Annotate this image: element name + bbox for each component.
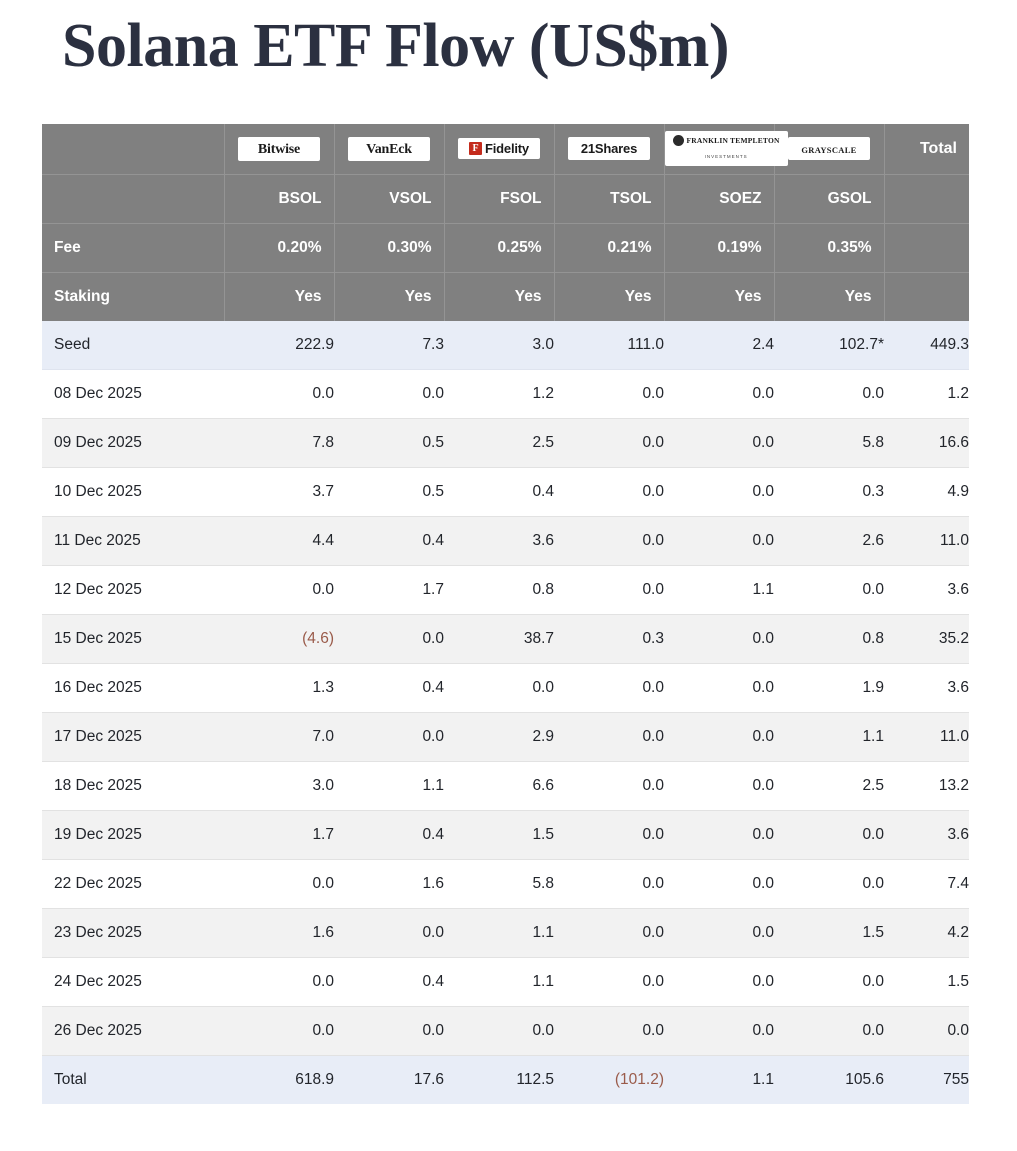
twentyoneshares-logo-text: 21Shares xyxy=(580,140,638,156)
table-row xyxy=(42,761,969,810)
staking-total-blank xyxy=(884,272,969,321)
ticker-total-blank xyxy=(884,174,969,223)
row-label: 09 Dec 2025 xyxy=(42,418,224,467)
flow-value: 0.5 xyxy=(334,418,444,467)
issuer-logo-21shares xyxy=(554,124,664,175)
flow-value: 0.0 xyxy=(334,908,444,957)
table-row xyxy=(42,957,969,1006)
flow-value: 0.4 xyxy=(334,663,444,712)
flow-value: 0.0 xyxy=(774,1006,884,1055)
staking-row xyxy=(42,272,969,321)
flow-value: 111.0 xyxy=(554,321,664,370)
flow-value: 0.3 xyxy=(774,467,884,516)
solana-etf-flow-table xyxy=(42,124,969,1104)
flow-value: 0.0 xyxy=(554,712,664,761)
flow-value: 0.0 xyxy=(664,712,774,761)
ticker-fsol: FSOL xyxy=(444,174,554,223)
table-row xyxy=(42,663,969,712)
flow-value: 3.0 xyxy=(444,321,554,370)
flow-value: 4.4 xyxy=(224,516,334,565)
issuer-logo-vaneck xyxy=(334,124,444,175)
flow-value: 6.6 xyxy=(444,761,554,810)
flow-value: 1.2 xyxy=(444,369,554,418)
flow-value: 1.1 xyxy=(444,957,554,1006)
table-row xyxy=(42,1055,969,1104)
bitwise-logo-text: Bitwise xyxy=(257,141,301,157)
table-row xyxy=(42,565,969,614)
flow-value: 5.8 xyxy=(444,859,554,908)
flow-value: 618.9 xyxy=(224,1055,334,1104)
table-row xyxy=(42,712,969,761)
flow-value: 7.0 xyxy=(224,712,334,761)
flow-value: 2.5 xyxy=(774,761,884,810)
staking-vsol: Yes xyxy=(334,272,444,321)
fee-vsol: 0.30% xyxy=(334,223,444,272)
flow-value: 0.0 xyxy=(444,663,554,712)
flow-value: 3.7 xyxy=(224,467,334,516)
row-total: 3.6 xyxy=(884,810,969,859)
fee-row xyxy=(42,223,969,272)
flow-value: 0.0 xyxy=(554,859,664,908)
issuer-logo-grayscale xyxy=(774,124,884,175)
flow-value: 1.5 xyxy=(774,908,884,957)
flow-value: 1.1 xyxy=(774,712,884,761)
staking-gsol: Yes xyxy=(774,272,884,321)
row-label: 12 Dec 2025 xyxy=(42,565,224,614)
row-total: 3.6 xyxy=(884,565,969,614)
row-label: 18 Dec 2025 xyxy=(42,761,224,810)
row-label: 11 Dec 2025 xyxy=(42,516,224,565)
flow-value: 1.6 xyxy=(224,908,334,957)
flow-value: 102.7* xyxy=(774,321,884,370)
ticker-vsol: VSOL xyxy=(334,174,444,223)
fee-bsol: 0.20% xyxy=(224,223,334,272)
row-total: 4.2 xyxy=(884,908,969,957)
flow-value: 1.1 xyxy=(334,761,444,810)
row-label: 26 Dec 2025 xyxy=(42,1006,224,1055)
flow-value: 38.7 xyxy=(444,614,554,663)
row-total: 11.0 xyxy=(884,516,969,565)
row-total: 755 xyxy=(884,1055,969,1104)
flow-value: 0.4 xyxy=(334,810,444,859)
flow-value: 0.0 xyxy=(224,369,334,418)
row-label: 10 Dec 2025 xyxy=(42,467,224,516)
row-total: 1.2 xyxy=(884,369,969,418)
flow-value: 0.0 xyxy=(664,1006,774,1055)
table-row xyxy=(42,321,969,370)
flow-value: 0.0 xyxy=(224,1006,334,1055)
flow-value: 1.3 xyxy=(224,663,334,712)
flow-value: 2.4 xyxy=(664,321,774,370)
row-total: 35.2 xyxy=(884,614,969,663)
flow-value: 0.0 xyxy=(664,859,774,908)
flow-value: 0.0 xyxy=(554,810,664,859)
flow-value: 0.8 xyxy=(444,565,554,614)
flow-value: 1.9 xyxy=(774,663,884,712)
page-title: Solana ETF Flow (US$m) xyxy=(62,12,730,80)
flow-value: 0.0 xyxy=(664,614,774,663)
ticker-tsol: TSOL xyxy=(554,174,664,223)
flow-value: 0.5 xyxy=(334,467,444,516)
fee-fsol: 0.25% xyxy=(444,223,554,272)
flow-value: 0.0 xyxy=(554,663,664,712)
flow-value: 1.7 xyxy=(334,565,444,614)
ticker-row xyxy=(42,174,969,223)
flow-value: 1.7 xyxy=(224,810,334,859)
issuer-logo-row xyxy=(42,124,969,175)
franklin-mark-icon xyxy=(673,135,684,146)
issuer-logo-franklin-templeton xyxy=(664,124,780,175)
flow-value: 0.8 xyxy=(774,614,884,663)
table-header xyxy=(42,124,969,321)
flow-value: 0.3 xyxy=(554,614,664,663)
total-column-header: Total xyxy=(884,124,969,175)
grayscale-logo-text: GRAYSCALE xyxy=(801,144,857,155)
row-total: 0.0 xyxy=(884,1006,969,1055)
table-row xyxy=(42,516,969,565)
staking-fsol: Yes xyxy=(444,272,554,321)
fee-soez: 0.19% xyxy=(664,223,774,272)
row-label: 24 Dec 2025 xyxy=(42,957,224,1006)
flow-value: 0.0 xyxy=(554,565,664,614)
flow-value: 1.1 xyxy=(664,565,774,614)
fidelity-mark-icon: F xyxy=(469,142,482,155)
issuer-logo-bitwise xyxy=(224,124,334,175)
flow-value: 105.6 xyxy=(774,1055,884,1104)
flow-value: 3.0 xyxy=(224,761,334,810)
flow-value: 1.1 xyxy=(444,908,554,957)
flow-value: 0.0 xyxy=(554,761,664,810)
flow-value: 0.0 xyxy=(334,1006,444,1055)
table-row xyxy=(42,908,969,957)
flow-value: 0.0 xyxy=(554,908,664,957)
flow-value: 7.3 xyxy=(334,321,444,370)
flow-value: 222.9 xyxy=(224,321,334,370)
flow-value: 2.5 xyxy=(444,418,554,467)
row-label: 19 Dec 2025 xyxy=(42,810,224,859)
flow-value: 0.4 xyxy=(334,516,444,565)
page-root xyxy=(0,8,1017,1104)
flow-value: 0.0 xyxy=(334,712,444,761)
row-total: 13.2 xyxy=(884,761,969,810)
row-total: 11.0 xyxy=(884,712,969,761)
flow-value: 0.0 xyxy=(554,369,664,418)
fidelity-logo-text: Fidelity xyxy=(485,141,529,156)
flow-value: 0.0 xyxy=(224,565,334,614)
flow-value: 0.0 xyxy=(554,516,664,565)
flow-value: (4.6) xyxy=(224,614,334,663)
flow-value: 3.6 xyxy=(444,516,554,565)
flow-value: 0.0 xyxy=(224,957,334,1006)
flow-value: 0.0 xyxy=(774,810,884,859)
fee-row-label: Fee xyxy=(42,223,224,272)
table-row xyxy=(42,418,969,467)
row-label: 17 Dec 2025 xyxy=(42,712,224,761)
row-label: 15 Dec 2025 xyxy=(42,614,224,663)
table-row xyxy=(42,810,969,859)
ticker-row-label xyxy=(42,174,224,223)
flow-value: 0.0 xyxy=(664,810,774,859)
row-total: 7.4 xyxy=(884,859,969,908)
staking-soez: Yes xyxy=(664,272,774,321)
ticker-bsol: BSOL xyxy=(224,174,334,223)
franklin-logo-subtext: INVESTMENTS xyxy=(704,154,748,160)
row-label: 16 Dec 2025 xyxy=(42,663,224,712)
table-row xyxy=(42,467,969,516)
row-label: Total xyxy=(42,1055,224,1104)
franklin-logo-text: FRANKLIN TEMPLETON xyxy=(686,136,780,145)
flow-value: 0.0 xyxy=(664,908,774,957)
flow-value: 17.6 xyxy=(334,1055,444,1104)
flow-value: 0.0 xyxy=(444,1006,554,1055)
flow-value: 0.0 xyxy=(554,467,664,516)
flow-value: 0.0 xyxy=(664,516,774,565)
staking-tsol: Yes xyxy=(554,272,664,321)
row-label: Seed xyxy=(42,321,224,370)
flow-value: 0.0 xyxy=(774,859,884,908)
row-label: 22 Dec 2025 xyxy=(42,859,224,908)
flow-value: 0.0 xyxy=(664,957,774,1006)
flow-value: 0.0 xyxy=(774,369,884,418)
table-row xyxy=(42,859,969,908)
flow-value: 0.0 xyxy=(334,369,444,418)
flow-value: 0.0 xyxy=(664,663,774,712)
flow-value: 112.5 xyxy=(444,1055,554,1104)
flow-value: 0.0 xyxy=(664,761,774,810)
table-row xyxy=(42,1006,969,1055)
flow-value: 0.0 xyxy=(554,418,664,467)
flow-value: 0.0 xyxy=(554,957,664,1006)
ticker-soez: SOEZ xyxy=(664,174,774,223)
fee-tsol: 0.21% xyxy=(554,223,664,272)
flow-value: 0.0 xyxy=(334,614,444,663)
staking-bsol: Yes xyxy=(224,272,334,321)
flow-value: 0.0 xyxy=(664,467,774,516)
row-total: 16.6 xyxy=(884,418,969,467)
row-label: 23 Dec 2025 xyxy=(42,908,224,957)
flow-value: 1.6 xyxy=(334,859,444,908)
corner-cell xyxy=(42,124,224,175)
flow-value: 7.8 xyxy=(224,418,334,467)
flow-value: 2.9 xyxy=(444,712,554,761)
flow-value: 0.0 xyxy=(554,1006,664,1055)
flow-value: 0.0 xyxy=(664,418,774,467)
flow-value: 0.4 xyxy=(444,467,554,516)
row-label: 08 Dec 2025 xyxy=(42,369,224,418)
flow-table-container xyxy=(42,124,969,1104)
flow-value: 0.4 xyxy=(334,957,444,1006)
flow-value: 1.1 xyxy=(664,1055,774,1104)
table-body xyxy=(42,321,969,1104)
flow-value: 5.8 xyxy=(774,418,884,467)
flow-value: 1.5 xyxy=(444,810,554,859)
table-row xyxy=(42,614,969,663)
issuer-logo-fidelity xyxy=(444,124,554,175)
flow-value: 2.6 xyxy=(774,516,884,565)
ticker-gsol: GSOL xyxy=(774,174,884,223)
row-total: 1.5 xyxy=(884,957,969,1006)
flow-value: 0.0 xyxy=(224,859,334,908)
staking-row-label: Staking xyxy=(42,272,224,321)
flow-value: 0.0 xyxy=(664,369,774,418)
fee-gsol: 0.35% xyxy=(774,223,884,272)
flow-value: 0.0 xyxy=(774,565,884,614)
row-total: 3.6 xyxy=(884,663,969,712)
row-total: 449.3 xyxy=(884,321,969,370)
flow-value: (101.2) xyxy=(554,1055,664,1104)
fee-total-blank xyxy=(884,223,969,272)
vaneck-logo-text: VanEck xyxy=(366,141,412,157)
table-row xyxy=(42,369,969,418)
row-total: 4.9 xyxy=(884,467,969,516)
flow-value: 0.0 xyxy=(774,957,884,1006)
